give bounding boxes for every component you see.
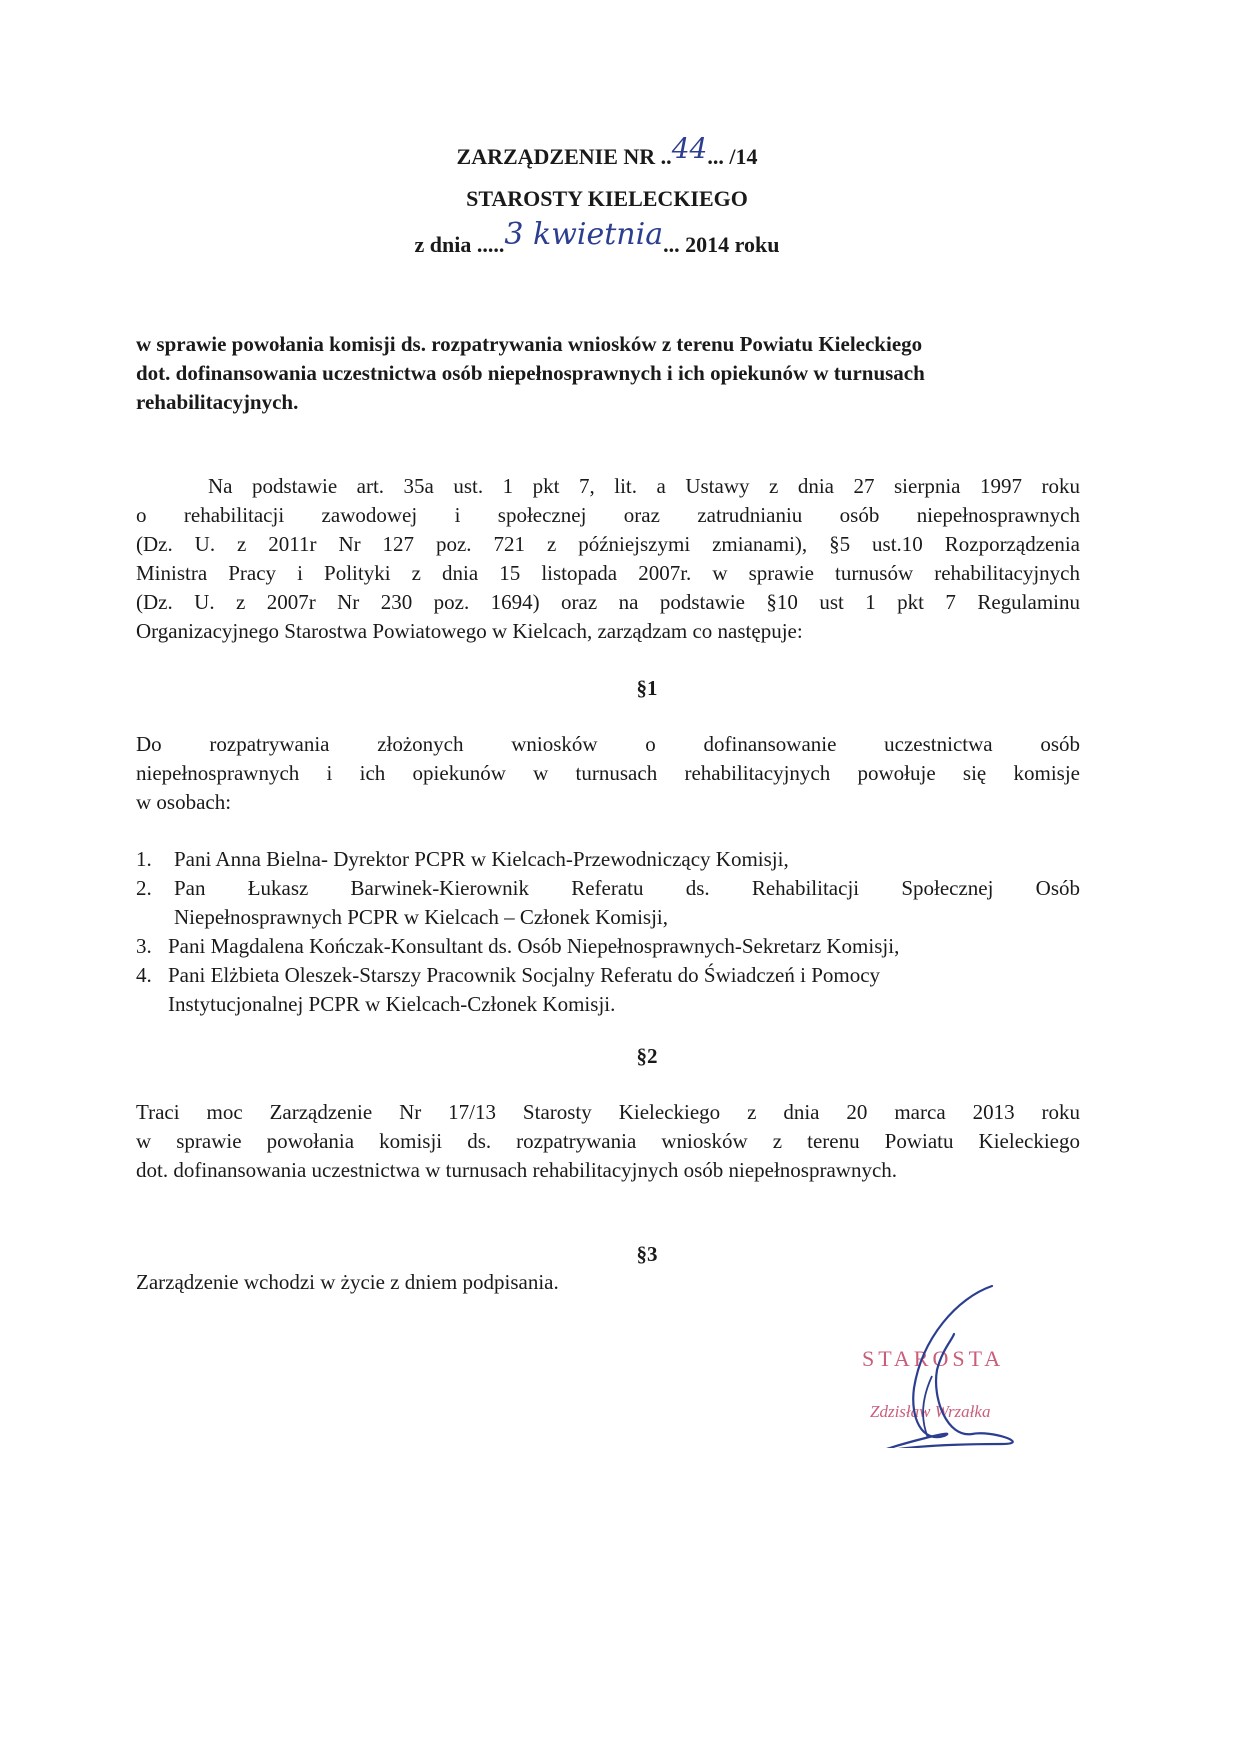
list-item-text: Pani Magdalena Kończak-Konsultant ds. Osób Niepełnosprawnych-Sekretarz Komisji,: [168, 934, 900, 958]
handwritten-number: 44: [671, 132, 708, 165]
list-item: [136, 932, 1080, 961]
document-date: [0, 217, 1204, 258]
preamble-line: Ministra Pracy i Polityki z dnia 15 listopada 2007r. w sprawie turnusów rehabilitacyjnych: [136, 561, 1080, 585]
list-item-number: 2.: [136, 876, 152, 900]
committee-members-list: [136, 845, 1080, 1019]
preamble-line: o rehabilitacji zawodowej i społecznej oraz zatrudnianiu osób niepełnosprawnych: [136, 503, 1080, 527]
document-subject: [136, 330, 1080, 417]
section-1-line: Do rozpatrywania złożonych wniosków o dofinansowanie uczestnictwa osób: [136, 732, 1080, 756]
subject-line: w sprawie powołania komisji ds. rozpatrywania wniosków z terenu Powiatu Kieleckiego: [136, 332, 923, 356]
section-2-line: dot. dofinansowania uczestnictwa w turnusach rehabilitacyjnych osób niepełnosprawnych.: [136, 1158, 898, 1182]
preamble-line: Na podstawie art. 35a ust. 1 pkt 7, lit. a Ustawy z dnia 27 sierpnia 1997 roku: [208, 474, 1080, 498]
list-item-number: 4.: [136, 963, 152, 987]
handwritten-date: 3 kwietnia: [504, 217, 664, 252]
section-1-line: niepełnosprawnych i ich opiekunów w turnusach rehabilitacyjnych powołuje się komisje: [136, 761, 1080, 785]
issuing-authority: STAROSTY KIELECKIEGO: [466, 186, 748, 211]
document-title: [0, 132, 1214, 170]
handwritten-signature: [862, 1278, 1152, 1448]
section-3-line: Zarządzenie wchodzi w życie z dniem podpisania.: [136, 1270, 559, 1294]
list-item-text: Pani Elżbieta Oleszek-Starszy Pracownik Socjalny Referatu do Świadczeń i Pomocy: [168, 963, 881, 987]
preamble: [136, 472, 1080, 646]
section-1-heading: §1: [636, 676, 658, 700]
section-2-heading: §2: [636, 1044, 658, 1068]
list-item-text: Niepełnosprawnych PCPR w Kielcach – Członek Komisji,: [174, 905, 669, 929]
list-item-text: Instytucjonalnej PCPR w Kielcach-Członek Komisji.: [168, 992, 616, 1016]
list-item-text: Pan Łukasz Barwinek-Kierownik Referatu ds. Rehabilitacji Społecznej Osób: [174, 876, 1080, 900]
preamble-line: Organizacyjnego Starostwa Powiatowego w Kielcach, zarządzam co następuje:: [136, 619, 803, 643]
list-item-number: 3.: [136, 934, 152, 958]
preamble-line: (Dz. U. z 2007r Nr 230 poz. 1694) oraz na podstawie §10 ust 1 pkt 7 Regulaminu: [136, 590, 1080, 614]
section-3-heading: §3: [636, 1242, 658, 1266]
date-prefix: z dnia .....: [414, 232, 505, 257]
date-suffix: ... 2014 roku: [663, 232, 780, 257]
section-1-text: [136, 730, 1080, 817]
subject-line: dot. dofinansowania uczestnictwa osób niepełnosprawnych i ich opiekunów w turnusach: [136, 361, 925, 385]
stamp-title: STAROSTA: [862, 1346, 1005, 1371]
section-2-text: [136, 1098, 1080, 1185]
subject-line: rehabilitacyjnych.: [136, 390, 299, 414]
official-stamp: [862, 1278, 1152, 1448]
section-2-line: w sprawie powołania komisji ds. rozpatrywania wniosków z terenu Powiatu Kieleckiego: [136, 1129, 1080, 1153]
list-item: [136, 961, 1080, 1019]
section-1-line: w osobach:: [136, 790, 232, 814]
list-item: [136, 845, 1080, 874]
title-suffix: ... /14: [707, 144, 758, 169]
section-2-line: Traci moc Zarządzenie Nr 17/13 Starosty Kieleckiego z dnia 20 marca 2013 roku: [136, 1100, 1080, 1124]
list-item: [136, 874, 1080, 932]
stamp-name: Zdzisław Wrzałka: [870, 1402, 991, 1421]
preamble-line: (Dz. U. z 2011r Nr 127 poz. 721 z późniejszymi zmianami), §5 ust.10 Rozporządzenia: [136, 532, 1080, 556]
list-item-number: 1.: [136, 847, 152, 871]
title-prefix: ZARZĄDZENIE NR ..: [456, 144, 672, 169]
list-item-text: Pani Anna Bielna- Dyrektor PCPR w Kielcach-Przewodniczący Komisji,: [174, 847, 789, 871]
